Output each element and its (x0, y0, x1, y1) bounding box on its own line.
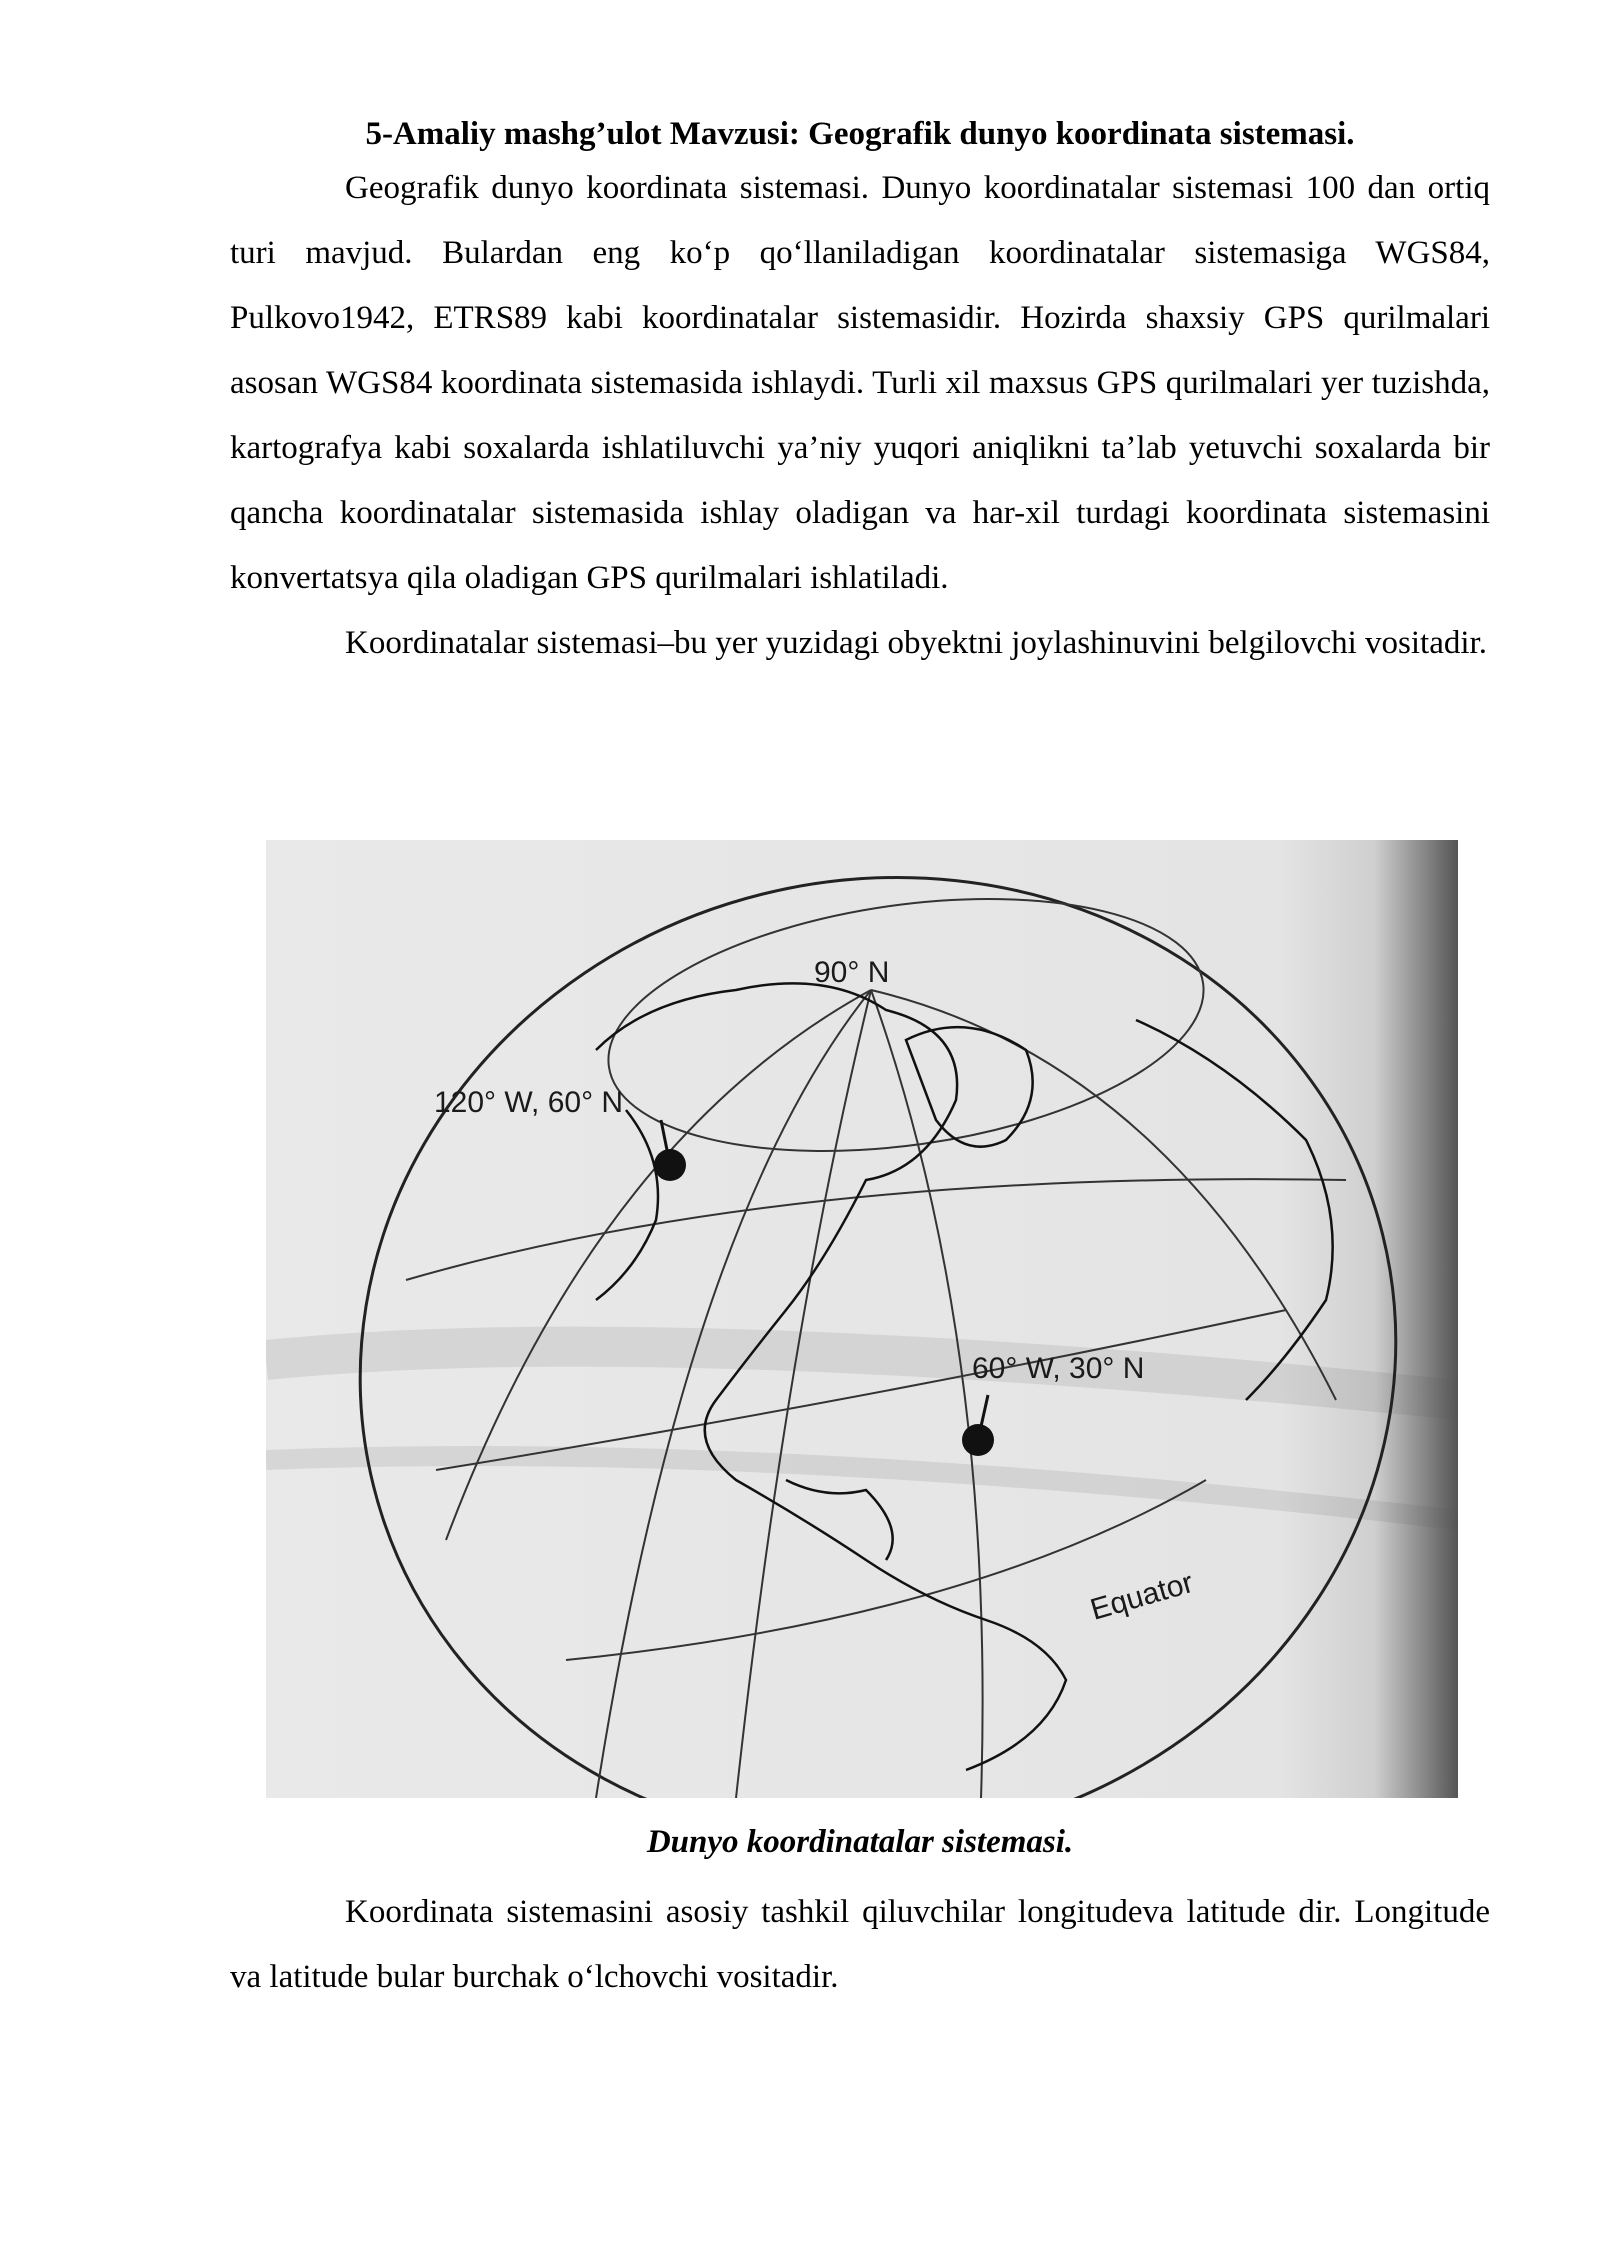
label-point-2: 60° W, 30° N (972, 1352, 1145, 1385)
text-block-after-figure (230, 1880, 1490, 2010)
text-block (230, 112, 1490, 676)
paragraph-intro: Geografik dunyo koordinata sistemasi. Dunyo koordinatalar sistemasi 100 dan ortiq turi mavjud. Bulardan eng ko‘p qo‘llaniladigan koordinatalar sistemasiga WGS84, Pulkovo1942, ETRS89 kabi koordinatalar sistemasidir. Hozirda shaxsiy GPS qurilmalari asosan WGS84 koordinata sistemasida ishlaydi. Turli xil maxsus GPS qurilmalari yer tuzishda, kartografya kabi soxalarda ishlatiluvchi ya’niy yuqori aniqlikni ta’lab yetuvchi soxalarda bir qancha koordinatalar sistemasida ishlay oladigan va har-xil turdagi koordinata sistemasini konvertatsya qila oladigan GPS qurilmalari ishlatiladi. (230, 170, 1490, 596)
globe-graticule-illustration (266, 840, 1458, 1798)
document-title: 5-Amaliy mashg’ulot Mavzusi: Geografik dunyo koordinata sistemasi. (365, 116, 1355, 152)
label-equator: Equator (1086, 1566, 1197, 1627)
label-point-1: 120° W, 60° N (434, 1086, 624, 1119)
label-north-pole: 90° N (814, 956, 890, 989)
figure-caption: Dunyo koordinatalar sistemasi. (646, 1824, 1074, 1860)
paragraph-definition: Koordinatalar sistemasi–bu yer yuzidagi obyektni joylashinuvini belgilovchi vositadir. (345, 625, 1487, 661)
paragraph-components: Koordinata sistemasini asosiy tashkil qiluvchilar longitudeva latitude dir. Longitude va latitude bular burchak o‘lchovchi vositadir. (230, 1894, 1490, 1995)
world-coordinate-figure (266, 840, 1458, 1798)
